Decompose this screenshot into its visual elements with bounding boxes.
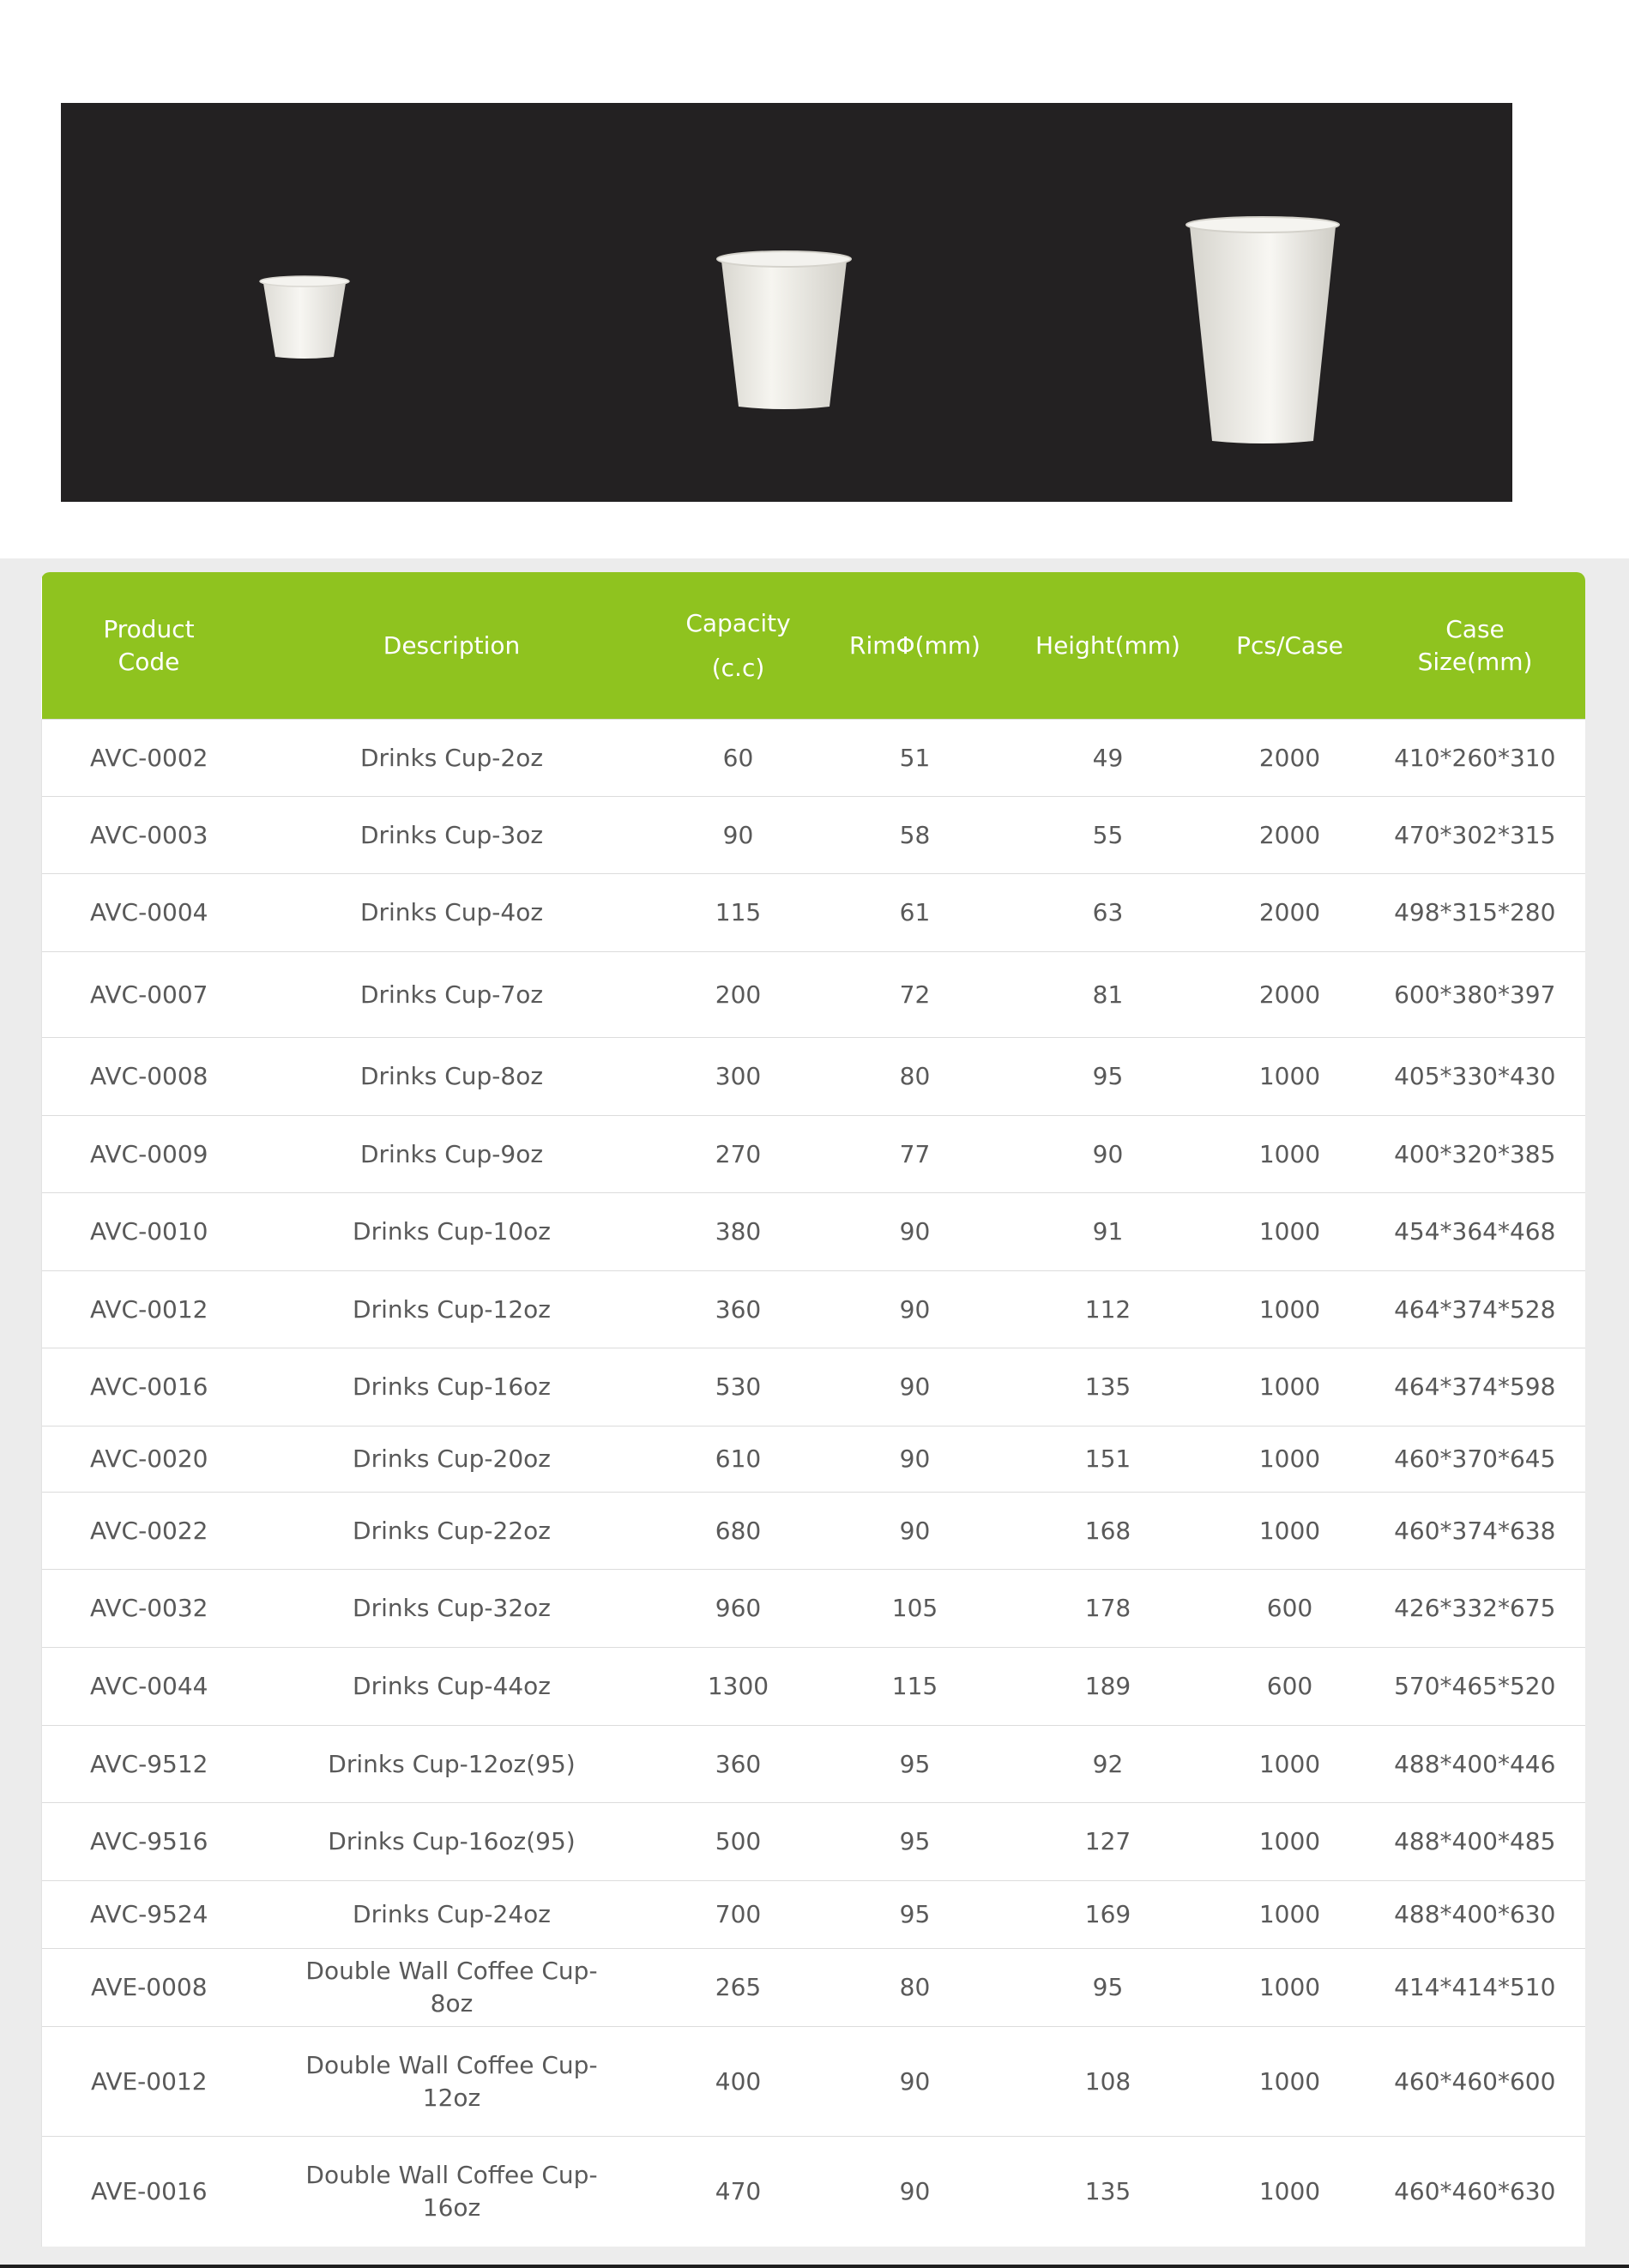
cell-rim: 95 [830,1881,1001,1949]
cell-product-code: AVC-0022 [42,1493,256,1570]
cell-description: Drinks Cup-32oz [256,1570,648,1648]
header-capacity [648,572,830,720]
cell-capacity: 380 [648,1193,830,1271]
cell-rim: 80 [830,1949,1001,2027]
cell-height: 169 [1001,1881,1216,1949]
cell-capacity: 270 [648,1116,830,1193]
cell-product-code: AVC-0012 [42,1271,256,1348]
cell-product-code: AVE-0016 [42,2137,256,2247]
cell-pcs-case: 2000 [1216,720,1365,797]
cell-pcs-case: 1000 [1216,1726,1365,1803]
header-description: Description [256,572,648,720]
cell-case-size: 488*400*630 [1365,1881,1586,1949]
cell-product-code: AVC-9524 [42,1881,256,1949]
table-row [42,720,1586,797]
cell-rim: 72 [830,952,1001,1038]
cell-case-size: 460*370*645 [1365,1427,1586,1493]
header-height: Height(mm) [1001,572,1216,720]
cell-pcs-case: 1000 [1216,2027,1365,2137]
cell-capacity: 530 [648,1348,830,1427]
cell-height: 90 [1001,1116,1216,1193]
cell-description: Drinks Cup-2oz [256,720,648,797]
table-row [42,1726,1586,1803]
cell-description: Drinks Cup-7oz [256,952,648,1038]
cell-height: 135 [1001,2137,1216,2247]
cell-case-size: 460*460*600 [1365,2027,1586,2137]
cell-product-code: AVC-0032 [42,1570,256,1648]
cell-product-code: AVC-0044 [42,1648,256,1726]
cell-capacity: 610 [648,1427,830,1493]
cell-capacity: 115 [648,874,830,952]
cell-pcs-case: 2000 [1216,952,1365,1038]
cell-height: 55 [1001,797,1216,874]
cell-case-size: 464*374*528 [1365,1271,1586,1348]
cell-rim: 90 [830,2137,1001,2247]
product-spec-table [41,572,1585,2247]
cell-case-size: 405*330*430 [1365,1038,1586,1116]
cell-height: 81 [1001,952,1216,1038]
header-capacity-unit: (c.c) [711,653,765,682]
cell-description: Drinks Cup-3oz [256,797,648,874]
cell-height: 49 [1001,720,1216,797]
cell-height: 168 [1001,1493,1216,1570]
cell-height: 151 [1001,1427,1216,1493]
cell-case-size: 410*260*310 [1365,720,1586,797]
cell-capacity: 400 [648,2027,830,2137]
cell-description: Double Wall Coffee Cup-16oz [256,2137,648,2247]
cell-description: Drinks Cup-12oz [256,1271,648,1348]
cell-rim: 90 [830,2027,1001,2137]
cell-product-code: AVC-0002 [42,720,256,797]
cell-capacity: 360 [648,1271,830,1348]
cell-capacity: 1300 [648,1648,830,1726]
table-row [42,1116,1586,1193]
table-row [42,1427,1586,1493]
cell-case-size: 454*364*468 [1365,1193,1586,1271]
cell-description: Drinks Cup-44oz [256,1648,648,1726]
table-row [42,952,1586,1038]
cell-rim: 105 [830,1570,1001,1648]
cell-pcs-case: 1000 [1216,1803,1365,1881]
cell-case-size: 464*374*598 [1365,1348,1586,1427]
header-capacity-label: Capacity [685,608,791,637]
cell-pcs-case: 600 [1216,1570,1365,1648]
cell-description: Drinks Cup-9oz [256,1116,648,1193]
cell-height: 108 [1001,2027,1216,2137]
cell-description: Drinks Cup-24oz [256,1881,648,1949]
cell-height: 112 [1001,1271,1216,1348]
cell-pcs-case: 1000 [1216,1116,1365,1193]
header-rim: RimΦ(mm) [830,572,1001,720]
cell-rim: 90 [830,1427,1001,1493]
cell-rim: 95 [830,1726,1001,1803]
cell-height: 95 [1001,1038,1216,1116]
cell-description: Drinks Cup-12oz(95) [256,1726,648,1803]
cell-case-size: 498*315*280 [1365,874,1586,952]
cell-case-size: 570*465*520 [1365,1648,1586,1726]
cell-description: Drinks Cup-20oz [256,1427,648,1493]
header-pcs-case: Pcs/Case [1216,572,1365,720]
cell-rim: 61 [830,874,1001,952]
cell-description: Double Wall Coffee Cup-12oz [256,2027,648,2137]
table-row [42,1271,1586,1348]
table-row [42,1193,1586,1271]
cell-case-size: 460*460*630 [1365,2137,1586,2247]
cell-product-code: AVC-0010 [42,1193,256,1271]
cell-product-code: AVC-0020 [42,1427,256,1493]
cell-product-code: AVC-0007 [42,952,256,1038]
cell-pcs-case: 1000 [1216,1427,1365,1493]
cell-rim: 58 [830,797,1001,874]
cell-capacity: 960 [648,1570,830,1648]
cell-description: Drinks Cup-8oz [256,1038,648,1116]
paper-cup-small-image [258,273,351,360]
cell-rim: 80 [830,1038,1001,1116]
paper-cup-medium-image [715,247,854,412]
header-case-size: Case Size(mm) [1365,572,1586,720]
cell-capacity: 60 [648,720,830,797]
cell-height: 91 [1001,1193,1216,1271]
cell-pcs-case: 1000 [1216,1493,1365,1570]
table-row [42,1493,1586,1570]
cell-description: Drinks Cup-10oz [256,1193,648,1271]
cell-pcs-case: 2000 [1216,797,1365,874]
cell-capacity: 90 [648,797,830,874]
product-banner [61,103,1512,502]
cell-pcs-case: 1000 [1216,1193,1365,1271]
cell-capacity: 200 [648,952,830,1038]
product-spec-table-container [41,572,1585,2247]
table-row [42,874,1586,952]
table-row [42,1348,1586,1427]
cell-height: 178 [1001,1570,1216,1648]
table-row [42,2137,1586,2247]
cell-case-size: 414*414*510 [1365,1949,1586,2027]
cell-rim: 115 [830,1648,1001,1726]
cell-case-size: 460*374*638 [1365,1493,1586,1570]
table-row [42,1038,1586,1116]
table-row [42,1881,1586,1949]
cell-pcs-case: 2000 [1216,874,1365,952]
cell-rim: 51 [830,720,1001,797]
cell-height: 63 [1001,874,1216,952]
cell-description: Drinks Cup-22oz [256,1493,648,1570]
cell-rim: 90 [830,1193,1001,1271]
cell-rim: 77 [830,1116,1001,1193]
table-row [42,797,1586,874]
cell-height: 135 [1001,1348,1216,1427]
cell-pcs-case: 1000 [1216,1038,1365,1116]
cell-product-code: AVC-0003 [42,797,256,874]
cell-description: Double Wall Coffee Cup-8oz [256,1949,648,2027]
cell-description: Drinks Cup-16oz [256,1348,648,1427]
cell-height: 95 [1001,1949,1216,2027]
table-header-row [42,572,1586,720]
cell-capacity: 265 [648,1949,830,2027]
cell-case-size: 488*400*485 [1365,1803,1586,1881]
cell-capacity: 500 [648,1803,830,1881]
cell-case-size: 400*320*385 [1365,1116,1586,1193]
cell-case-size: 426*332*675 [1365,1570,1586,1648]
cell-capacity: 300 [648,1038,830,1116]
cell-pcs-case: 1000 [1216,1348,1365,1427]
cell-capacity: 700 [648,1881,830,1949]
cell-case-size: 470*302*315 [1365,797,1586,874]
cell-capacity: 680 [648,1493,830,1570]
paper-cup-large-image [1185,214,1341,446]
table-row [42,1570,1586,1648]
table-row [42,1648,1586,1726]
cell-capacity: 360 [648,1726,830,1803]
cell-description: Drinks Cup-16oz(95) [256,1803,648,1881]
cell-product-code: AVC-9512 [42,1726,256,1803]
table-row [42,1949,1586,2027]
cell-rim: 90 [830,1493,1001,1570]
cell-pcs-case: 1000 [1216,1949,1365,2027]
footer-divider [0,2265,1629,2268]
cell-height: 127 [1001,1803,1216,1881]
cell-rim: 95 [830,1803,1001,1881]
cell-product-code: AVC-0008 [42,1038,256,1116]
cell-product-code: AVC-0009 [42,1116,256,1193]
cell-product-code: AVC-0004 [42,874,256,952]
cell-rim: 90 [830,1271,1001,1348]
cell-product-code: AVE-0012 [42,2027,256,2137]
cell-case-size: 488*400*446 [1365,1726,1586,1803]
cell-case-size: 600*380*397 [1365,952,1586,1038]
cell-rim: 90 [830,1348,1001,1427]
cell-height: 189 [1001,1648,1216,1726]
cell-product-code: AVE-0008 [42,1949,256,2027]
cell-pcs-case: 1000 [1216,2137,1365,2247]
cell-product-code: AVC-9516 [42,1803,256,1881]
cell-product-code: AVC-0016 [42,1348,256,1427]
cell-pcs-case: 1000 [1216,1881,1365,1949]
cell-capacity: 470 [648,2137,830,2247]
table-row [42,1803,1586,1881]
table-row [42,2027,1586,2137]
cell-description: Drinks Cup-4oz [256,874,648,952]
cell-height: 92 [1001,1726,1216,1803]
cell-pcs-case: 1000 [1216,1271,1365,1348]
header-product-code: Product Code [42,572,256,720]
cell-pcs-case: 600 [1216,1648,1365,1726]
